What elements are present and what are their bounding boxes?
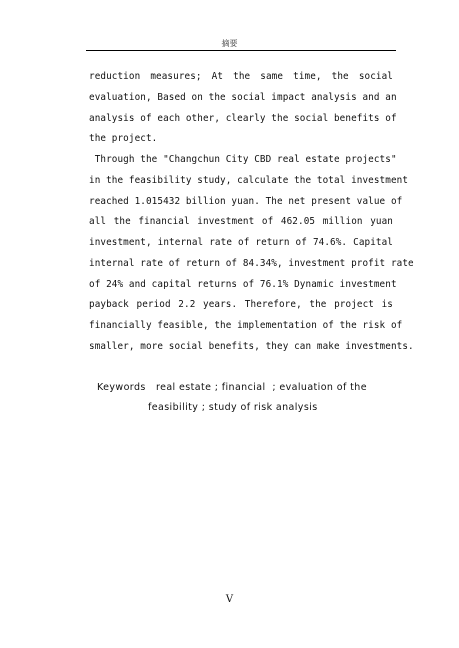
body-line: Through the "Changchun City CBD real estate projects" bbox=[89, 154, 397, 165]
page-header-title: 摘要 bbox=[221, 39, 238, 48]
body-line: all the financial investment of 462.05 million yuan bbox=[89, 216, 393, 227]
body-line: reduction measures; At the same time, the social bbox=[89, 71, 393, 82]
body-line: investment, internal rate of return of 74.6%. Capital bbox=[89, 237, 393, 248]
body-line: analysis of each other, clearly the social benefits of bbox=[89, 113, 397, 124]
body-line: payback period 2.2 years. Therefore, the project is bbox=[89, 299, 393, 310]
body-line: smaller, more social benefits, they can make investments. bbox=[89, 341, 414, 352]
body-line: the project. bbox=[89, 133, 158, 144]
header-rule bbox=[86, 50, 396, 51]
body-line: evaluation, Based on the social impact analysis and an bbox=[89, 92, 397, 103]
keywords-line: Keywords real estate ; financial ; evaluation of the bbox=[97, 382, 367, 393]
body-line: financially feasible, the implementation of the risk of bbox=[89, 320, 403, 331]
body-line: internal rate of return of 84.34%, investment profit rate bbox=[89, 258, 414, 269]
keywords-line: feasibility ; study of risk analysis bbox=[148, 402, 318, 413]
body-line: reached 1.015432 billion yuan. The net present value of bbox=[89, 196, 403, 207]
body-line: of 24% and capital returns of 76.1% Dynamic investment bbox=[89, 279, 397, 290]
body-line: in the feasibility study, calculate the total investment bbox=[89, 175, 409, 186]
page-number: V bbox=[225, 594, 234, 605]
